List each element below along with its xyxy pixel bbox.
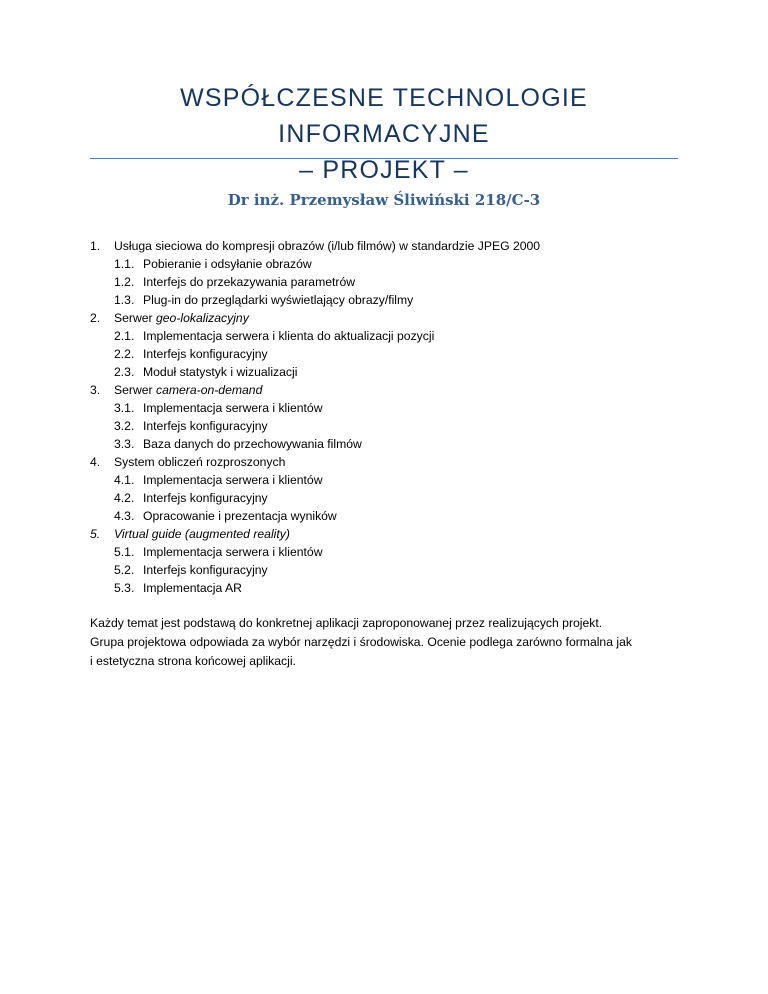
sub-list-item-number: 1.1. — [114, 257, 135, 271]
sub-list-item-text: Implementacja serwera i klientów — [143, 545, 323, 559]
sub-list-item-number: 1.3. — [114, 293, 135, 307]
sub-list-item-text: Moduł statystyk i wizualizacji — [143, 365, 298, 379]
list-item — [90, 381, 690, 399]
sub-list-item — [90, 363, 690, 381]
list-item-text — [114, 525, 290, 543]
sub-list-item-text: Plug-in do przeglądarki wyświetlający obrazy/filmy — [143, 293, 414, 307]
list-item-text-part: Serwer — [114, 311, 156, 325]
sub-list-item — [90, 327, 690, 345]
sub-list-item — [90, 561, 690, 579]
title-line-2: – PROJEKT – — [299, 156, 469, 184]
sub-list-item — [90, 255, 690, 273]
sub-list-item-text: Interfejs konfiguracyjny — [143, 419, 268, 433]
sub-list-item-number: 5.3. — [114, 581, 135, 595]
sub-list-item — [90, 507, 690, 525]
list-item-text-part: Serwer — [114, 383, 156, 397]
list-item-text-part: Usługa sieciowa do kompresji obrazów (i/lub filmów) w standardzie JPEG 2000 — [114, 239, 541, 253]
sub-list-item-number: 5.1. — [114, 545, 135, 559]
sub-list-item-text: Implementacja serwera i klientów — [143, 473, 323, 487]
sub-list-item-number: 5.2. — [114, 563, 135, 577]
list-item-text — [114, 309, 249, 327]
sub-list-item-text: Implementacja serwera i klienta do aktualizacji pozycji — [143, 329, 435, 343]
list-item-text — [114, 381, 262, 399]
sub-list-item-text: Implementacja serwera i klientów — [143, 401, 323, 415]
sub-list-item-number: 4.3. — [114, 509, 135, 523]
title-line-1: WSPÓŁCZESNE TECHNOLOGIE INFORMACYJNE — [180, 84, 588, 148]
sub-list-item-number: 3.3. — [114, 437, 135, 451]
list-item-text-part: camera-on-demand — [156, 383, 263, 397]
sub-list-item-number: 1.2. — [114, 275, 135, 289]
sub-list-item — [90, 471, 690, 489]
sub-list-item — [90, 417, 690, 435]
list-item-number: 5. — [90, 527, 101, 541]
sub-list-item-number: 2.1. — [114, 329, 135, 343]
author-line: Dr inż. Przemysław Śliwiński 218/C-3 — [227, 191, 541, 209]
sub-list-item-text: Implementacja AR — [143, 581, 242, 595]
sub-list-item — [90, 435, 690, 453]
sub-list-item — [90, 273, 690, 291]
sub-list-item-number: 2.3. — [114, 365, 135, 379]
sub-list-item — [90, 291, 690, 309]
sub-list-item-text: Interfejs konfiguracyjny — [143, 491, 268, 505]
list-item-number: 3. — [90, 383, 101, 397]
sub-list-item-text: Interfejs konfiguracyjny — [143, 347, 268, 361]
sub-list-item-text: Interfejs do przekazywania parametrów — [143, 275, 356, 289]
list-item — [90, 525, 690, 543]
paragraph-line: Grupa projektowa odpowiada za wybór narzędzi i środowiska. Ocenie podlega zarówno formalna jak — [90, 635, 632, 649]
paragraph-line: Każdy temat jest podstawą do konkretnej aplikacji zaproponowanej przez realizujących projekt. — [90, 616, 603, 630]
description-paragraph — [90, 614, 690, 671]
sub-list-item — [90, 399, 690, 417]
list-item-text-part: geo-lokalizacyjny — [156, 311, 249, 325]
list-item-text-part: System obliczeń rozproszonych — [114, 455, 286, 469]
list-item — [90, 453, 690, 471]
list-item-number: 1. — [90, 239, 101, 253]
list-item-text-part: Virtual guide (augmented reality) — [114, 527, 290, 541]
topic-list — [90, 237, 690, 597]
sub-list-item-number: 4.1. — [114, 473, 135, 487]
list-item — [90, 237, 690, 255]
list-item-number: 4. — [90, 455, 101, 469]
list-item-number: 2. — [90, 311, 101, 325]
sub-list-item-text: Interfejs konfiguracyjny — [143, 563, 268, 577]
sub-list-item-number: 2.2. — [114, 347, 135, 361]
list-item-text — [114, 453, 285, 471]
paragraph-line: i estetyczna strona końcowej aplikacji. — [90, 654, 296, 668]
sub-list-item-number: 3.1. — [114, 401, 135, 415]
title-underline — [90, 158, 678, 159]
sub-list-item-text: Pobieranie i odsyłanie obrazów — [143, 257, 312, 271]
sub-list-item-text: Opracowanie i prezentacja wyników — [143, 509, 337, 523]
sub-list-item — [90, 345, 690, 363]
sub-list-item-text: Baza danych do przechowywania filmów — [143, 437, 362, 451]
sub-list-item — [90, 489, 690, 507]
list-item — [90, 309, 690, 327]
sub-list-item — [90, 579, 690, 597]
list-item-text — [114, 237, 540, 255]
sub-list-item — [90, 543, 690, 561]
sub-list-item-number: 4.2. — [114, 491, 135, 505]
sub-list-item-number: 3.2. — [114, 419, 135, 433]
document-title — [90, 80, 678, 188]
